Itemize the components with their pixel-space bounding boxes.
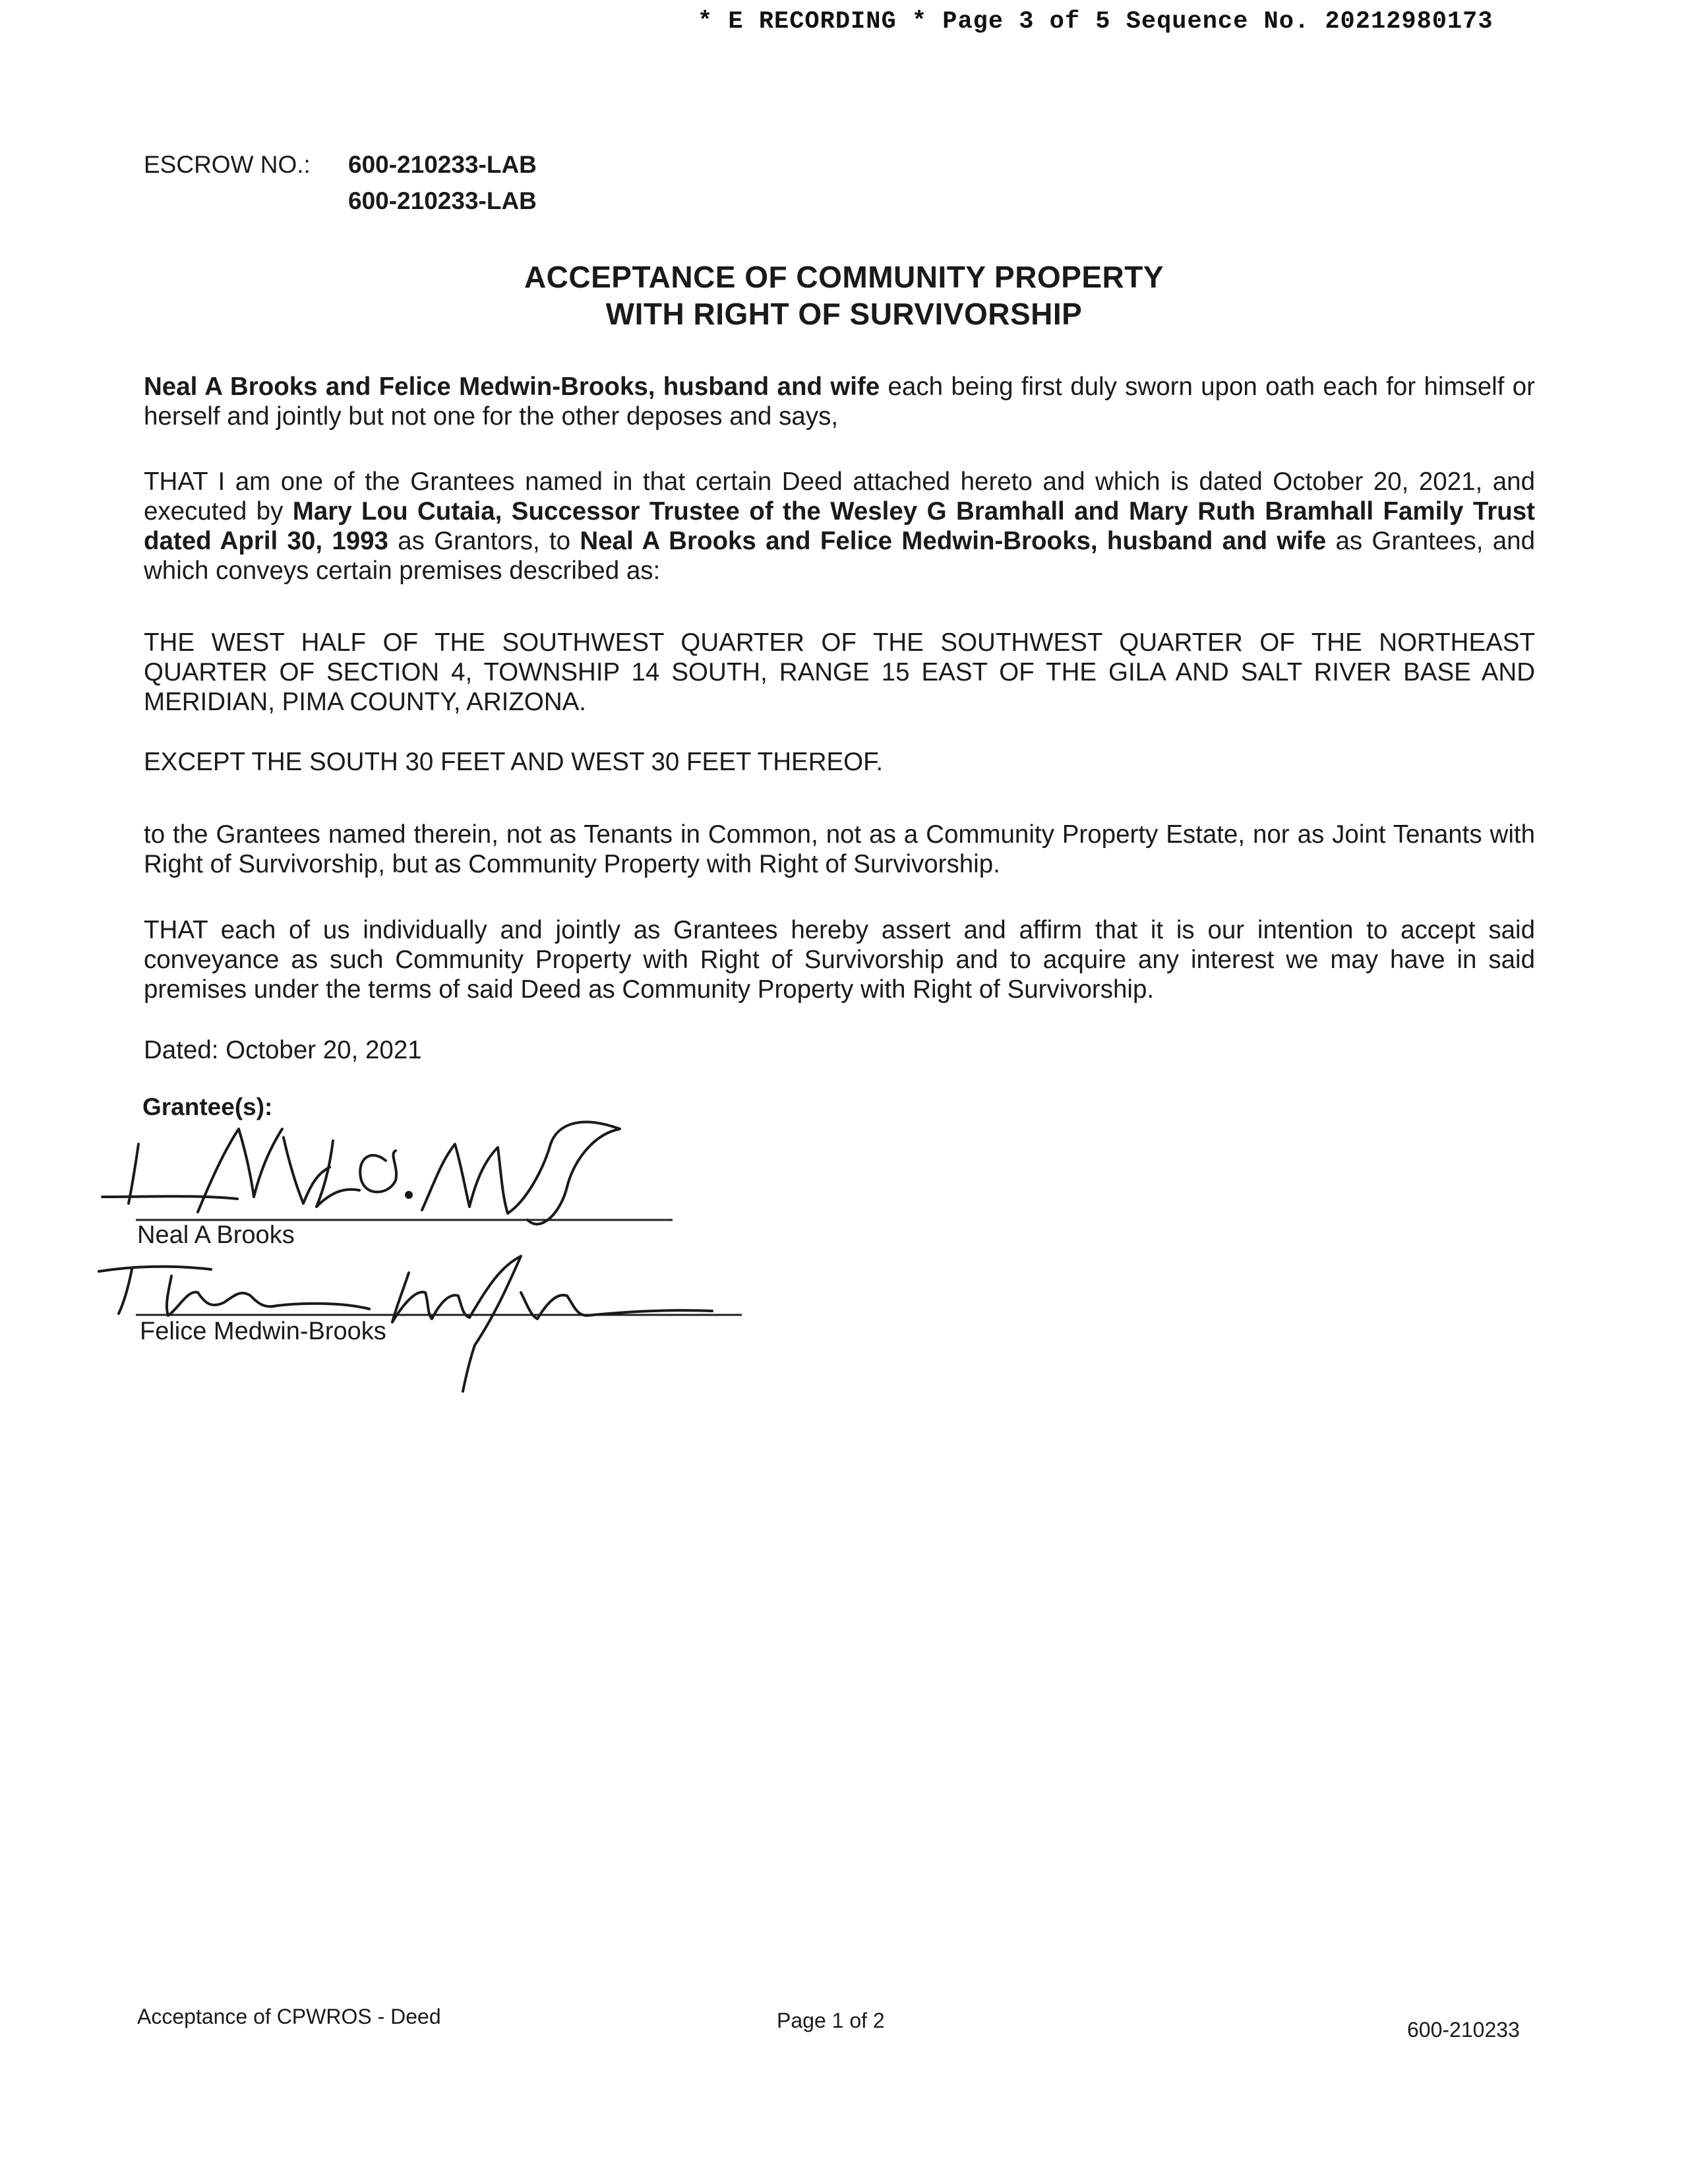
exception-clause: EXCEPT THE SOUTH 30 FEET AND WEST 30 FEET THEREOF. <box>144 748 884 776</box>
signature-neal-brooks <box>102 1122 620 1225</box>
footer-escrow-number: 600-210233 <box>1407 2018 1520 2042</box>
title-line-1: ACCEPTANCE OF COMMUNITY PROPERTY <box>524 260 1164 294</box>
dated-line: Dated: October 20, 2021 <box>144 1036 422 1064</box>
document-title <box>0 258 1688 332</box>
escrow-number-2: 600-210233-LAB <box>348 187 537 214</box>
grantees-names: Neal A Brooks and Felice Medwin-Brooks, husband and wife <box>580 527 1327 555</box>
title-line-2: WITH RIGHT OF SURVIVORSHIP <box>605 297 1083 331</box>
signer-name-2: Felice Medwin-Brooks <box>140 1318 386 1345</box>
grantors-names: Mary Lou Cutaia, Successor Trustee of the Wesley G Bramhall and Mary Ruth Bramhall Family Trust dated April 30, 1993 <box>144 497 1536 555</box>
signer-name-1: Neal A Brooks <box>137 1221 295 1249</box>
affirmation-paragraph: THAT each of us individually and jointly as Grantees hereby assert and affirm that it is our intention to accept said conveyance as such Community Property with Right of Survivorship and to acquire any interest we may have in said premises under the terms of said Deed as Community Property with Right of Survivorship. <box>144 916 1535 1004</box>
recording-header: * E RECORDING * Page 3 of 5 Sequence No. 20212980173 <box>698 8 1493 36</box>
deed-reference-text-2: as Grantors, to <box>388 527 580 555</box>
escrow-row-2 <box>144 183 537 219</box>
escrow-row-1 <box>144 146 537 183</box>
escrow-block <box>144 146 537 219</box>
footer-page-number: Page 1 of 2 <box>777 2009 885 2032</box>
grantees-label: Grantee(s): <box>142 1093 273 1120</box>
deed-reference-paragraph <box>144 467 1535 586</box>
tenancy-paragraph: to the Grantees named therein, not as Tenants in Common, not as a Community Property Estate, nor as Joint Tenants with Right of Survivorship, but as Community Property with Right of Survivorship. <box>144 820 1535 878</box>
escrow-label: ESCROW NO.: <box>144 151 311 178</box>
deposition-paragraph <box>144 372 1535 431</box>
legal-description: THE WEST HALF OF THE SOUTHWEST QUARTER OF THE SOUTHWEST QUARTER OF THE NORTHEAST QUARTER OF SECTION 4, TOWNSHIP 14 SOUTH, RANGE 15 EAST OF THE GILA AND SALT RIVER BASE AND MERIDIAN, PIMA COUNTY, ARIZONA. <box>144 628 1535 716</box>
escrow-number-1: 600-210233-LAB <box>348 151 537 178</box>
deposition-text: each being first duly sworn upon oath each for himself or herself and jointly but not one for the other deposes and says, <box>144 373 1535 431</box>
footer-document-name: Acceptance of CPWROS - Deed <box>137 2005 441 2028</box>
deed-reference-text-1: THAT I am one of the Grantees named in that certain Deed attached hereto and which is dated October 20, 2021, and executed by <box>144 468 1535 526</box>
deed-reference-text-3: as Grantees, and which conveys certain premises described as: <box>144 527 1535 585</box>
deponents-names: Neal A Brooks and Felice Medwin-Brooks, husband and wife <box>144 373 880 401</box>
